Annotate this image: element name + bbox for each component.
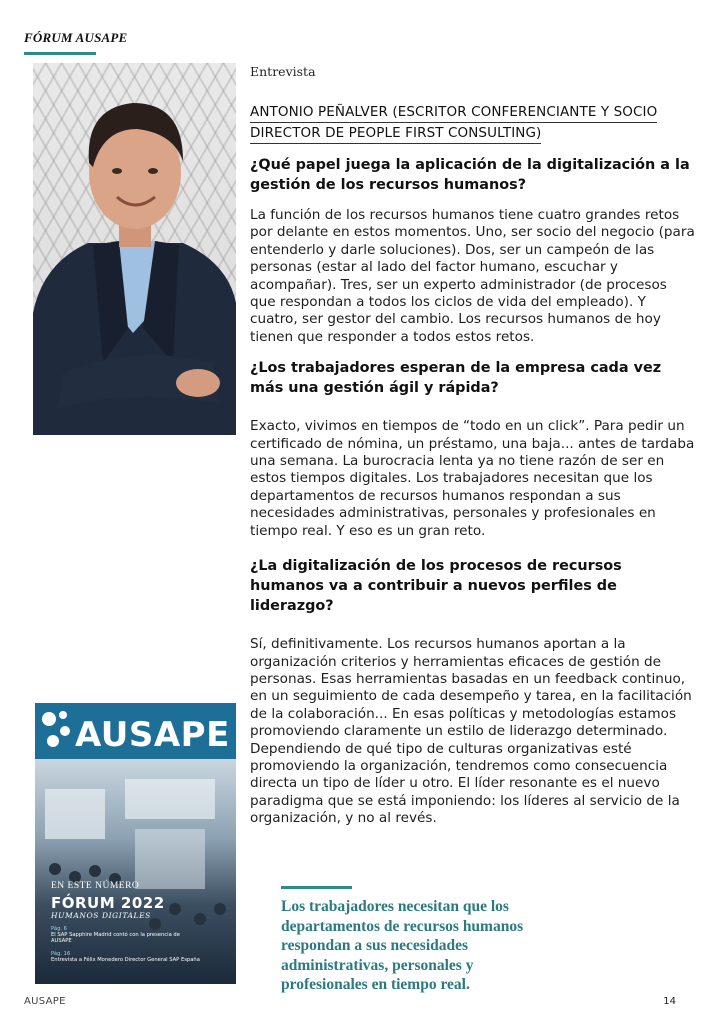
section-label: Entrevista (250, 64, 316, 79)
cover-item (51, 926, 201, 945)
magazine-cover (35, 703, 236, 984)
cover-kicker: EN ESTE NÚMERO (51, 881, 140, 891)
page-number: 14 (663, 996, 676, 1007)
question-3: ¿La digitalización de los procesos de recursos humanos va a contribuir a nuevos perfiles de liderazgo? (250, 558, 622, 615)
cover-item-text: El SAP Sapphire Madrid contó con la presencia de AUSAPE (51, 932, 180, 945)
cover-forum-title: FÓRUM 2022 (51, 894, 165, 912)
cover-item (51, 951, 201, 963)
answer-3: Sí, definitivamente. Los recursos humanos aportan a la organización criterios y herramientas eficaces de gestión de personas. Esas herramientas basadas en un feedback continuo, en un seguimiento de cada desempeño y tarea, en la facilitación de la colaboración... En esas políticas y metodologías estamos promoviendo claramente un estilo de liderazgo determinado. Dependiendo de qué tipo de culturas organizativas esté promoviendo la organización, tendremos como consecuencia directa un tipo de líder u otro. El líder resonante es el nuevo paradigma que se está imponiendo: los líderes al servicio de la organización, y no al revés. (250, 636, 692, 827)
interviewee-heading-wrap (250, 101, 696, 143)
answer-2: Exacto, vivimos en tiempos de “todo en un click”. Para pedir un certificado de nómina, un préstamo, una baja... antes de tardaba una semana. La burocracia lenta ya no tiene razón de ser en estos tiempos digitales. Los trabajadores necesitan que los departamentos de recursos humanos respondan a sus necesidades administrativas, personales y profesionales en tiempo real. Y eso es un gran reto. (250, 418, 695, 539)
question-2: ¿Los trabajadores esperan de la empresa cada vez más una gestión ágil y rápida? (250, 360, 662, 397)
pull-quote-rule (281, 886, 352, 889)
cover-subtitle: HUMANOS DIGITALES (51, 911, 151, 920)
question-1: ¿Qué papel juega la aplicación de la digitalización a la gestión de los recursos humanos? (250, 157, 690, 193)
bubbles-icon (39, 707, 75, 753)
cover-logo: AUSAPE (75, 715, 230, 755)
interviewee-portrait (33, 63, 236, 435)
cover-item-text: Entrevista a Félix Monedero Director General SAP España (51, 956, 200, 963)
article-body (250, 64, 696, 834)
cover-text (51, 881, 201, 963)
interviewee-heading: ANTONIO PEÑALVER (ESCRITOR CONFERENCIANTE Y SOCIO DIRECTOR DE PEOPLE FIRST CONSULTING) (250, 104, 657, 144)
cover-item-tag: Pág. 6 (51, 926, 67, 932)
header-rule (24, 52, 96, 55)
pull-quote: Los trabajadores necesitan que los departamentos de recursos humanos respondan a sus necesidades administrativas, personales y profesionales en tiempo real. (281, 898, 524, 994)
cover-item-tag: Pág. 16 (51, 950, 71, 957)
header-title: FÓRUM AUSAPE (24, 30, 128, 45)
footer-brand: AUSAPE (24, 996, 66, 1007)
answer-1: La función de los recursos humanos tiene cuatro grandes retos por delante en estos momentos. Uno, ser socio del negocio (para entenderlo y darle soluciones). Dos, ser un campeón de las personas (estar al lado del factor humano, escuchar y acompañar). Tres, ser un experto administrador (de procesos que respondan a todos los ciclos de vida del empleado). Y cuatro, ser gestor del cambio. Los recursos humanos de hoy tienen que responder a todos estos retos. (250, 207, 695, 345)
